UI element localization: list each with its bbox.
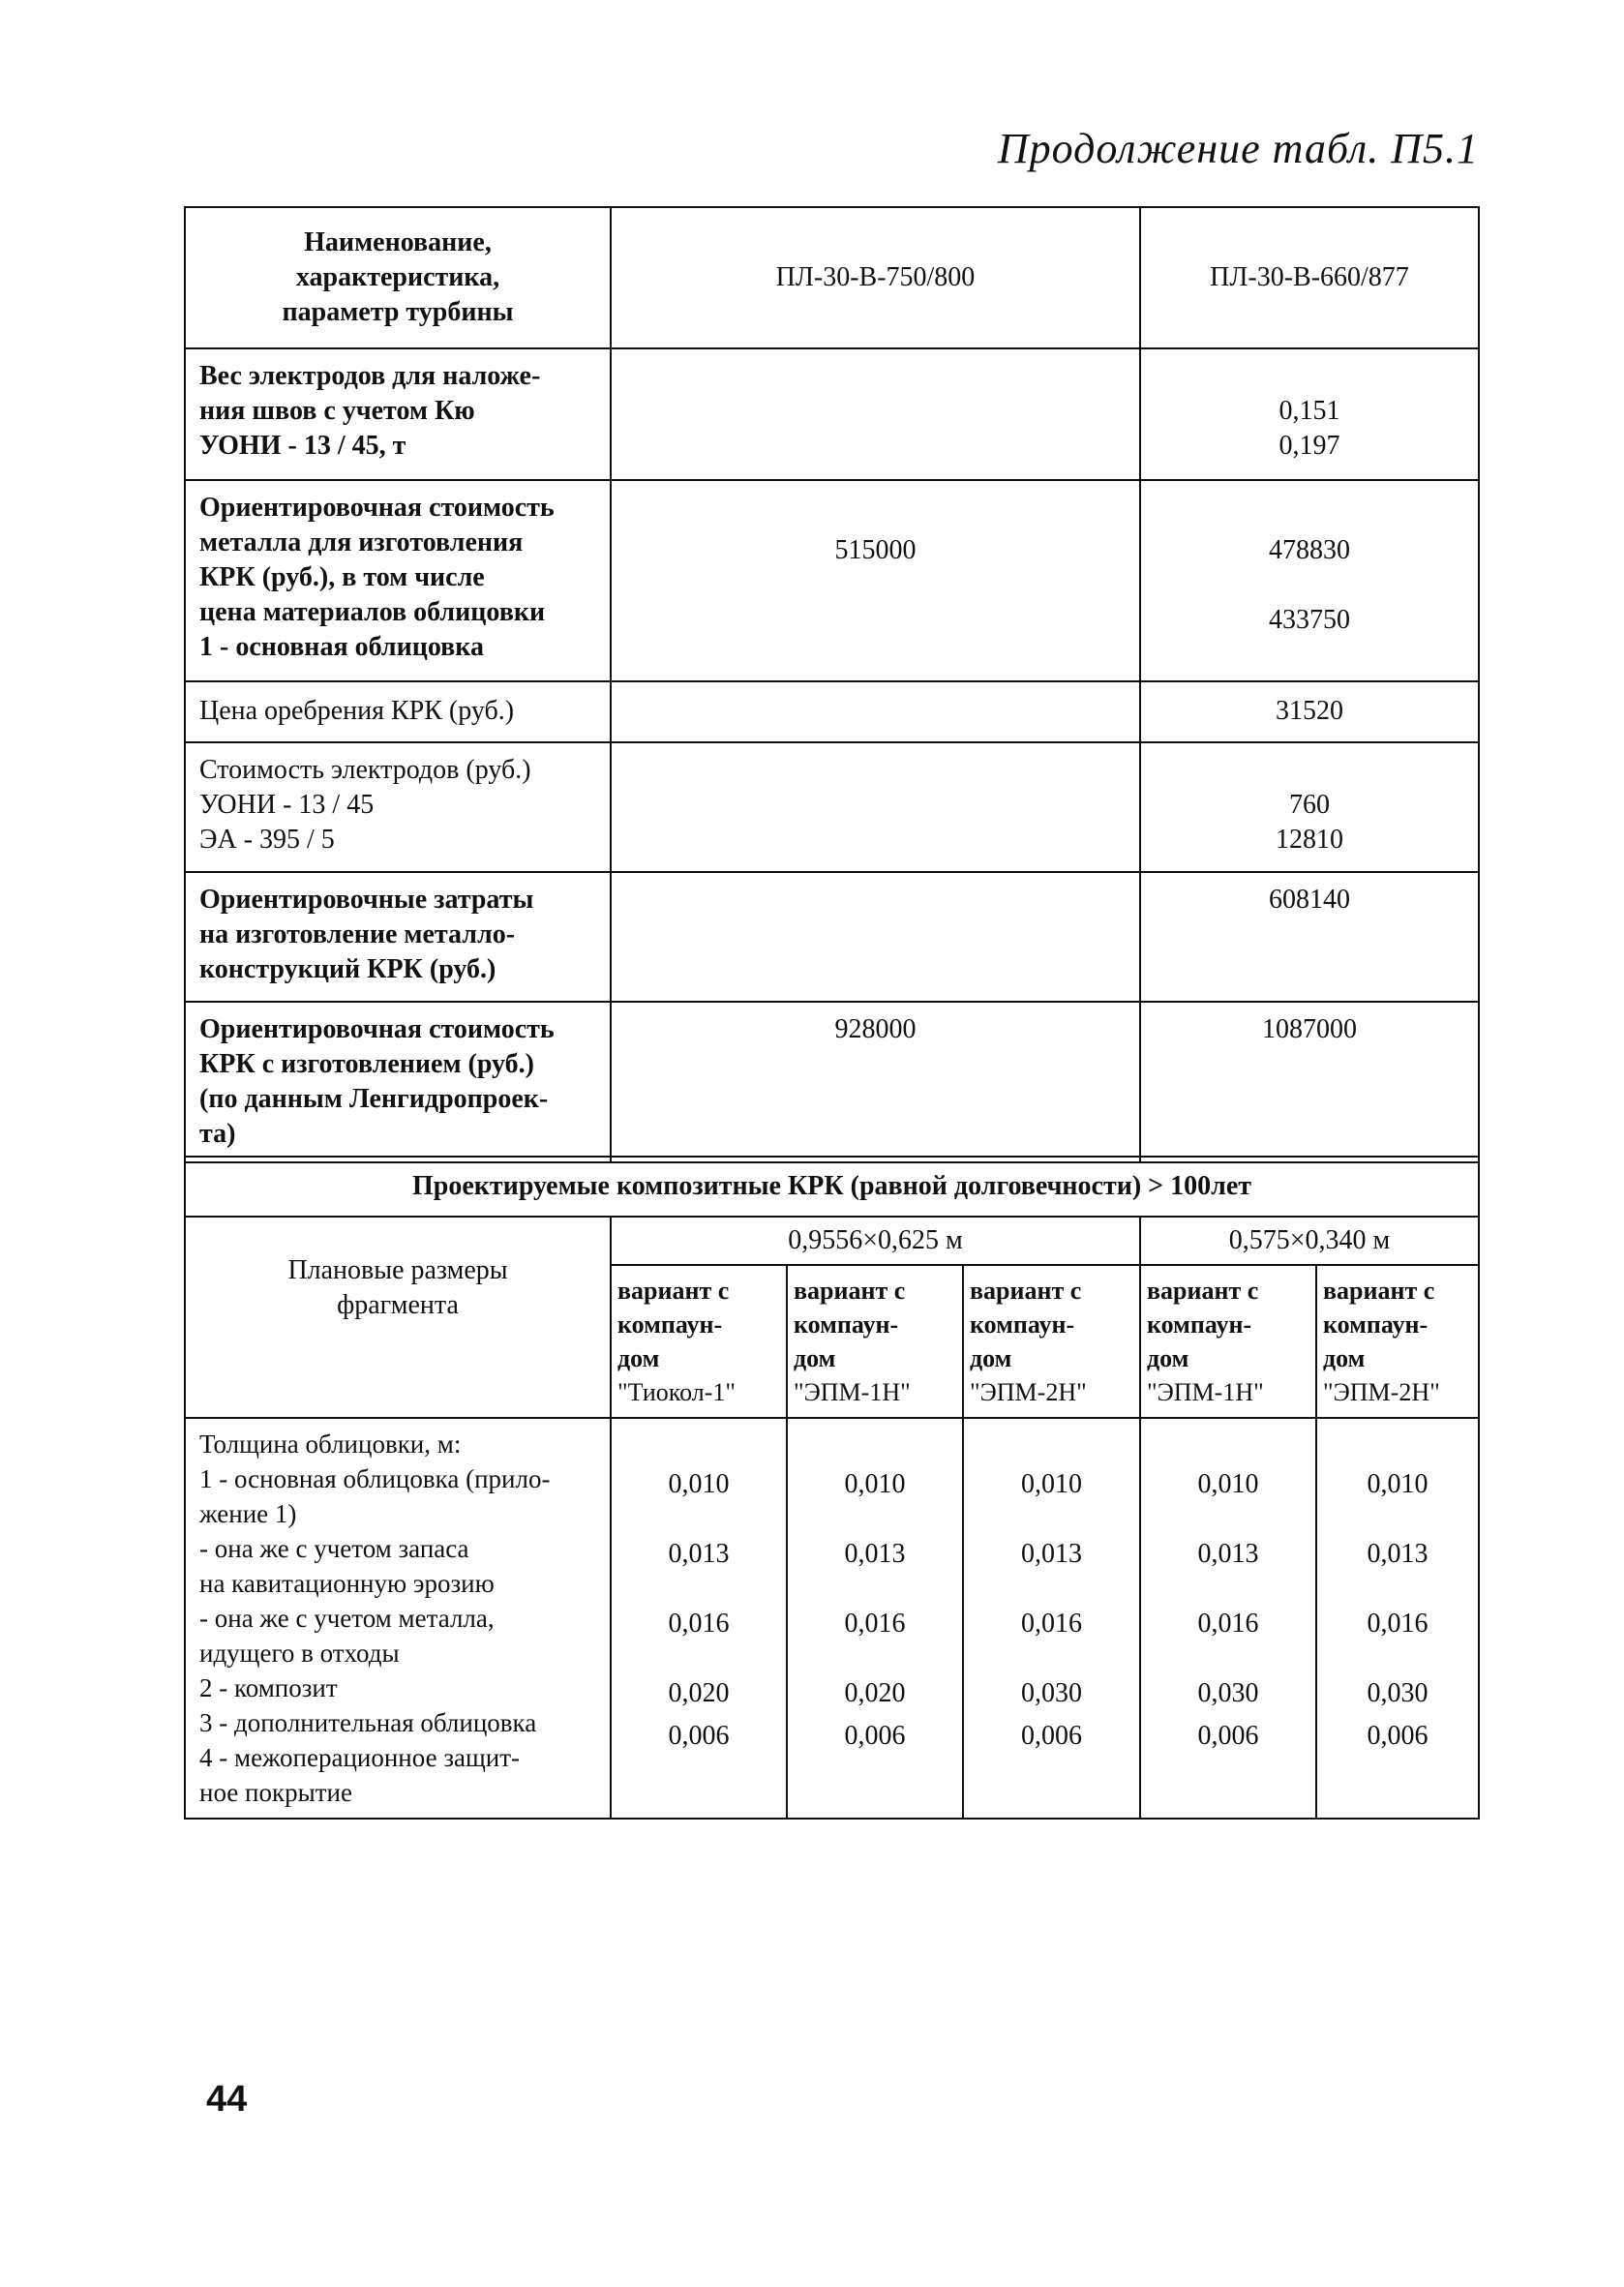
row-label [185, 348, 611, 480]
label-line: 1 - основная облицовка (прило- [199, 1464, 551, 1493]
variant-compound: "Тиокол-1" [617, 1378, 736, 1406]
thickness-value: 0,016 [668, 1609, 730, 1639]
value-line: 12810 [1276, 825, 1343, 855]
header-turbine-2: ПЛ-30-В-660/877 [1140, 207, 1479, 348]
label-line: Ориентировочные затраты [199, 885, 534, 915]
thickness-value: 0,016 [844, 1609, 906, 1639]
thickness-value: 0,030 [1021, 1678, 1082, 1708]
row-value-turbine-1: 515000 [611, 480, 1140, 681]
label-line: на изготовление металло- [199, 919, 516, 949]
thickness-value: 0,010 [1197, 1469, 1259, 1499]
row-value-turbine-2: 1087000 [1140, 1002, 1479, 1162]
table-row [185, 480, 1479, 681]
plan-size-label [185, 1217, 611, 1418]
thickness-values-col [1316, 1418, 1479, 1819]
variant-line: дом [1323, 1344, 1366, 1372]
table-row [185, 872, 1479, 1002]
thickness-value: 0,006 [1021, 1721, 1082, 1751]
variant-cell [1316, 1265, 1479, 1418]
table-row [185, 681, 1479, 742]
row-label [185, 742, 611, 872]
composite-band-row [185, 1157, 1479, 1217]
thickness-value: 0,013 [1197, 1539, 1259, 1569]
thickness-value: 0,016 [1021, 1609, 1082, 1639]
thickness-value: 0,030 [1367, 1678, 1429, 1708]
header-name-line: Наименование, [304, 227, 492, 257]
thickness-value: 0,010 [1021, 1469, 1082, 1499]
thickness-value: 0,010 [1367, 1469, 1429, 1499]
thickness-value: 0,006 [1197, 1721, 1259, 1751]
table-row [185, 348, 1479, 480]
variant-line: вариант с [970, 1277, 1082, 1305]
variant-compound: "ЭПМ-2Н" [1323, 1378, 1440, 1406]
variant-line: компаун- [970, 1310, 1075, 1339]
label-line: та) [199, 1119, 236, 1149]
label-line: идущего в отходы [199, 1639, 400, 1668]
row-value-turbine-1 [611, 681, 1140, 742]
header-name-line: характеристика, [295, 262, 500, 292]
label-line: - она же с учетом металла, [199, 1604, 495, 1633]
label-line: Плановые размеры [287, 1255, 508, 1285]
value-line: 0,197 [1278, 431, 1340, 461]
thickness-value: 0,020 [844, 1678, 906, 1708]
label-line: (по данным Ленгидропроек- [199, 1084, 549, 1114]
thickness-value: 0,010 [668, 1469, 730, 1499]
thickness-value: 0,006 [1367, 1721, 1429, 1751]
value-line: 0,151 [1278, 396, 1340, 426]
header-turbine-1: ПЛ-30-В-750/800 [611, 207, 1140, 348]
label-line: Толщина облицовки, м: [199, 1429, 462, 1459]
row-label [185, 872, 611, 1002]
thickness-values-col [611, 1418, 787, 1819]
variant-line: дом [970, 1344, 1012, 1372]
variant-cell [1140, 1265, 1316, 1418]
thickness-value: 0,010 [844, 1469, 906, 1499]
variant-line: дом [1147, 1344, 1189, 1372]
variant-line: дом [617, 1344, 660, 1372]
variant-compound: "ЭПМ-1Н" [1147, 1378, 1264, 1406]
variant-line: компаун- [1323, 1310, 1429, 1339]
continuation-title: Продолжение табл. П5.1 [997, 125, 1479, 172]
thickness-value: 0,006 [668, 1721, 730, 1751]
thickness-value: 0,013 [1021, 1539, 1082, 1569]
page-number: 44 [206, 2079, 248, 2120]
variant-line: вариант с [617, 1277, 730, 1305]
label-line: КРК (руб.), в том числе [199, 562, 485, 592]
label-line: Стоимость электродов (руб.) [199, 755, 531, 785]
label-line: Вес электродов для наложе- [199, 361, 541, 391]
variant-cell [611, 1265, 787, 1418]
thickness-value: 0,013 [844, 1539, 906, 1569]
value-line: 760 [1289, 790, 1330, 820]
thickness-value: 0,030 [1197, 1678, 1259, 1708]
table-row [185, 1002, 1479, 1162]
thickness-values-col [1140, 1418, 1316, 1819]
label-line: ЭА - 395 / 5 [199, 825, 335, 855]
turbine-parameters-table [184, 206, 1480, 1163]
variant-line: компаун- [794, 1310, 899, 1339]
table-row [185, 742, 1479, 872]
variant-compound: "ЭПМ-1Н" [794, 1378, 911, 1406]
value-line: 478830 [1269, 535, 1350, 565]
label-line: Ориентировочная стоимость [199, 1014, 555, 1044]
variant-line: компаун- [1147, 1310, 1252, 1339]
row-value-turbine-2 [1140, 348, 1479, 480]
label-line: фрагмента [337, 1290, 459, 1320]
fragment-size-2: 0,575×0,340 м [1140, 1217, 1479, 1265]
label-line: УОНИ - 13 / 45, т [199, 431, 406, 461]
label-line: на кавитационную эрозию [199, 1569, 495, 1598]
label-line: - она же с учетом запаса [199, 1534, 469, 1563]
thickness-value: 0,016 [1197, 1609, 1259, 1639]
row-value-turbine-1 [611, 742, 1140, 872]
variant-cell [963, 1265, 1140, 1418]
variant-line: вариант с [1147, 1277, 1259, 1305]
label-line: 2 - композит [199, 1673, 338, 1702]
row-value-turbine-1 [611, 872, 1140, 1002]
variant-compound: "ЭПМ-2Н" [970, 1378, 1087, 1406]
header-name-cell [185, 207, 611, 348]
label-line: 4 - межоперационное защит- [199, 1743, 521, 1772]
label-line: цена материалов облицовки [199, 597, 546, 627]
value-line: 433750 [1269, 605, 1350, 635]
label-line: жение 1) [199, 1499, 297, 1528]
label-line: ния швов с учетом Кю [199, 396, 475, 426]
variant-line: вариант с [794, 1277, 906, 1305]
row-label [185, 1002, 611, 1162]
label-line: КРК с изготовлением (руб.) [199, 1049, 534, 1079]
thickness-row [185, 1418, 1479, 1819]
row-value-turbine-2: 31520 [1140, 681, 1479, 742]
thickness-value: 0,020 [668, 1678, 730, 1708]
row-value-turbine-2 [1140, 480, 1479, 681]
thickness-value: 0,016 [1367, 1609, 1429, 1639]
label-line: металла для изготовления [199, 527, 524, 557]
header-name-line: параметр турбины [282, 297, 514, 327]
label-line: 1 - основная облицовка [199, 632, 484, 662]
label-line: УОНИ - 13 / 45 [199, 790, 375, 820]
thickness-values-col [787, 1418, 963, 1819]
thickness-values-col [963, 1418, 1140, 1819]
variant-line: вариант с [1323, 1277, 1435, 1305]
row-label: Цена оребрения КРК (руб.) [185, 681, 611, 742]
composite-krk-table [184, 1156, 1480, 1820]
size-row [185, 1217, 1479, 1265]
thickness-label [185, 1418, 611, 1819]
composite-band-title: Проектируемые композитные КРК (равной долговечности) > 100лет [185, 1157, 1479, 1217]
label-line: ное покрытие [199, 1778, 352, 1807]
table-header-row [185, 207, 1479, 348]
row-label [185, 480, 611, 681]
row-value-turbine-2 [1140, 742, 1479, 872]
fragment-size-1: 0,9556×0,625 м [611, 1217, 1140, 1265]
row-value-turbine-2: 608140 [1140, 872, 1479, 1002]
row-value-turbine-1: 928000 [611, 1002, 1140, 1162]
row-value-turbine-1 [611, 348, 1140, 480]
variant-line: дом [794, 1344, 836, 1372]
variant-cell [787, 1265, 963, 1418]
label-line: конструкций КРК (руб.) [199, 954, 496, 984]
label-line: 3 - дополнительная облицовка [199, 1708, 537, 1737]
thickness-value: 0,013 [668, 1539, 730, 1569]
variant-line: компаун- [617, 1310, 723, 1339]
label-line: Ориентировочная стоимость [199, 493, 555, 523]
thickness-value: 0,013 [1367, 1539, 1429, 1569]
thickness-value: 0,006 [844, 1721, 906, 1751]
